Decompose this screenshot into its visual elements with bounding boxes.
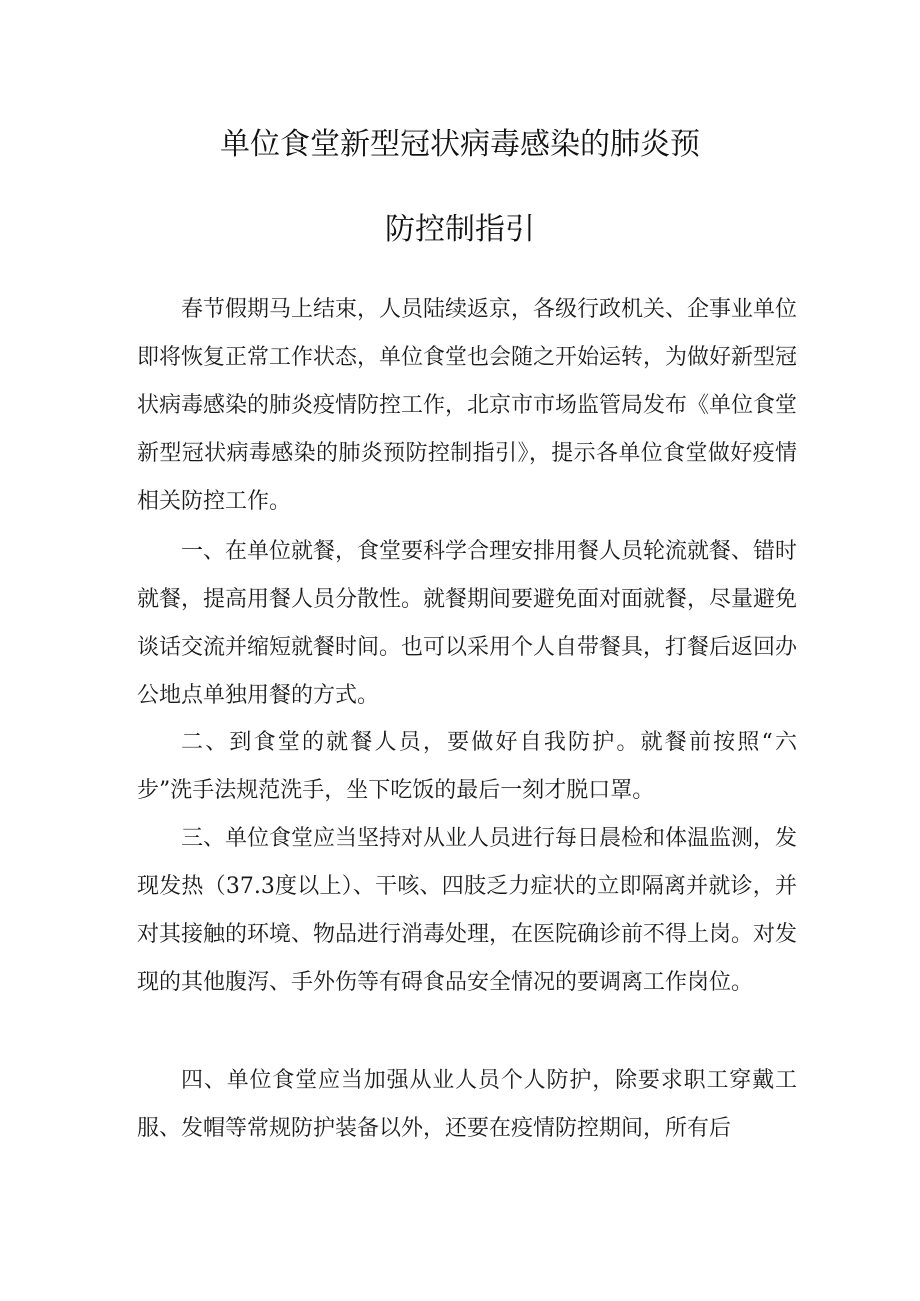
document-title-line-1: 单位食堂新型冠状病毒感染的肺炎预 xyxy=(220,127,700,162)
paragraph-text: 三、单位食堂应当坚持对从业人员进行每日晨检和体温监测，发现发热（37.3度以上）、干咳、四肢乏力症状的立即隔离并就诊，并对其接触的环境、物品进行消毒处理，在医院确诊前不得上岗。对发现的其他腹泻、手外伤等有碍食品安全情况的要调离工作岗位。 xyxy=(137,826,798,995)
paragraph-text: 四、单位食堂应当加强从业人员个人防护，除要求职工穿戴工服、发帽等常规防护装备以外，还要在疫情防控期间，所有后 xyxy=(137,1068,797,1141)
paragraph-item-3 xyxy=(137,815,797,1007)
paragraph-text: 春节假期马上结束，人员陆续返京，各级行政机关、企事业单位即将恢复正常工作状态，单位食堂也会随之开始运转，为做好新型冠状病毒感染的肺炎疫情防控工作，北京市市场监管局发布《单位食堂新型冠状病毒感染的肺炎预防控制指引》，提示各单位食堂做好疫情相关防控工作。 xyxy=(137,297,798,514)
paragraph-item-2 xyxy=(137,719,797,815)
paragraph-intro xyxy=(137,286,797,526)
paragraph-item-4 xyxy=(137,1057,797,1153)
paragraph-item-1 xyxy=(137,528,797,720)
paragraph-text: 二、到食堂的就餐人员，要做好自我防护。就餐前按照“六步”洗手法规范洗手，坐下吃饭的最后一刻才脱口罩。 xyxy=(137,730,797,803)
document-title-line-2: 防控制指引 xyxy=(385,212,535,247)
paragraph-text: 一、在单位就餐，食堂要科学合理安排用餐人员轮流就餐、错时就餐，提高用餐人员分散性。就餐期间要避免面对面就餐，尽量避免谈话交流并缩短就餐时间。也可以采用个人自带餐具，打餐后返回办公地点单独用餐的方式。 xyxy=(137,539,798,708)
